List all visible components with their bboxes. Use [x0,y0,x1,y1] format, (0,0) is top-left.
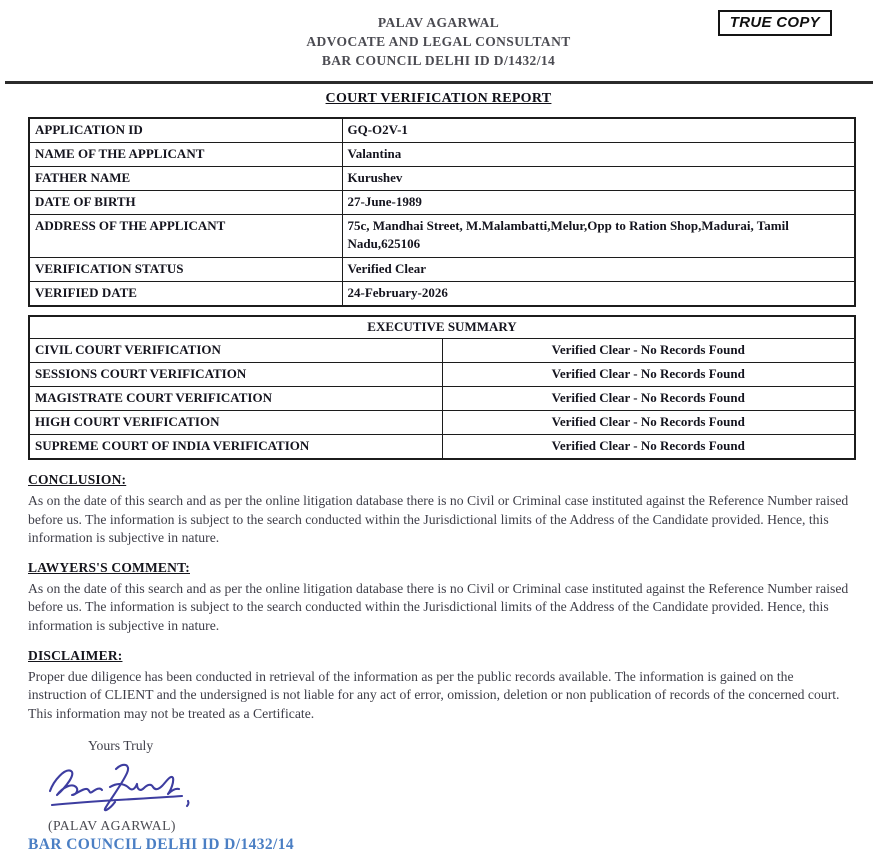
disclaimer-section [28,648,850,724]
lawyers-comment-section [28,560,850,636]
row-value: 27-June-1989 [342,191,855,215]
executive-summary-table [28,315,856,460]
disclaimer-heading: DISCLAIMER: [28,647,123,663]
true-copy-stamp [718,10,832,36]
row-value: Kurushev [342,167,855,191]
table-row [29,143,855,167]
table-row [29,363,855,387]
table-row [29,411,855,435]
lawyers-comment-body: As on the date of this search and as per the online litigation database there is no Civil or Criminal case instituted against the Reference Number raised before us. The information is subject to the search conducted within the Jurisdictional limits of the Address of the Candidate provided. Hence, this information is subjective in nature. [28,580,849,633]
signer-name: (PALAV AGARWAL) [48,818,176,834]
table-row [29,258,855,282]
table-header-row [29,316,855,339]
disclaimer-body: Proper due diligence has been conducted in retrieval of the information as per the public records available. The information is gained on the instruction of CLIENT and the undersigned is not liable for any act of error, omission, deletion or non publication of records of the concerned court. This information may not be treated as a Certificate. [28,668,840,721]
table-row [29,215,855,258]
page-title: COURT VERIFICATION REPORT [325,91,552,106]
letterhead-name: PALAV AGARWAL [377,15,500,30]
letterhead-designation: ADVOCATE AND LEGAL CONSULTANT [306,34,571,49]
row-value: 24-February-2026 [342,282,855,307]
row-value: Valantina [342,143,855,167]
conclusion-section [28,472,850,548]
true-copy-stamp-label: TRUE COPY [729,14,820,31]
table-row [29,282,855,307]
row-value: Verified Clear - No Records Found [442,363,855,387]
executive-summary-title: EXECUTIVE SUMMARY [29,316,855,339]
row-label: SESSIONS COURT VERIFICATION [29,363,442,387]
signer-bar-council-id: BAR COUNCIL DELHI ID D/1432/14 [28,836,295,854]
row-value: Verified Clear - No Records Found [442,387,855,411]
salutation: Yours Truly [88,738,154,754]
row-label: VERIFICATION STATUS [29,258,342,282]
row-label: FATHER NAME [29,167,342,191]
row-label: SUPREME COURT OF INDIA VERIFICATION [29,435,442,460]
letterhead-bar-id: BAR COUNCIL DELHI ID D/1432/14 [321,53,556,68]
row-label: CIVIL COURT VERIFICATION [29,339,442,363]
row-value: Verified Clear - No Records Found [442,411,855,435]
header-divider [5,81,873,84]
row-label: NAME OF THE APPLICANT [29,143,342,167]
conclusion-body: As on the date of this search and as per the online litigation database there is no Civil or Criminal case instituted against the Reference Number raised before us. The information is subject to the search conducted within the Jurisdictional limits of the Address of the Candidate provided. Hence, this information is subjective in nature. [28,493,849,546]
row-label: VERIFIED DATE [29,282,342,307]
row-label: APPLICATION ID [29,118,342,143]
conclusion-heading: CONCLUSION: [28,472,127,487]
applicant-details-table [28,117,856,307]
table-row [29,118,855,143]
table-row [29,167,855,191]
table-row [29,191,855,215]
row-value: 75c, Mandhai Street, M.Malambatti,Melur,Opp to Ration Shop,Madurai, Tamil Nadu,625106 [342,215,855,258]
row-label: MAGISTRATE COURT VERIFICATION [29,387,442,411]
row-value: Verified Clear - No Records Found [442,435,855,460]
row-value: Verified Clear [342,258,855,282]
row-value: GQ-O2V-1 [342,118,855,143]
signature-image [40,758,215,816]
table-row [29,339,855,363]
table-row [29,387,855,411]
lawyers-comment-heading: LAWYERS'S COMMENT: [28,559,190,575]
signature-block [0,738,877,854]
row-label: ADDRESS OF THE APPLICANT [29,215,342,258]
row-value: Verified Clear - No Records Found [442,339,855,363]
row-label: HIGH COURT VERIFICATION [29,411,442,435]
row-label: DATE OF BIRTH [29,191,342,215]
table-row [29,435,855,460]
